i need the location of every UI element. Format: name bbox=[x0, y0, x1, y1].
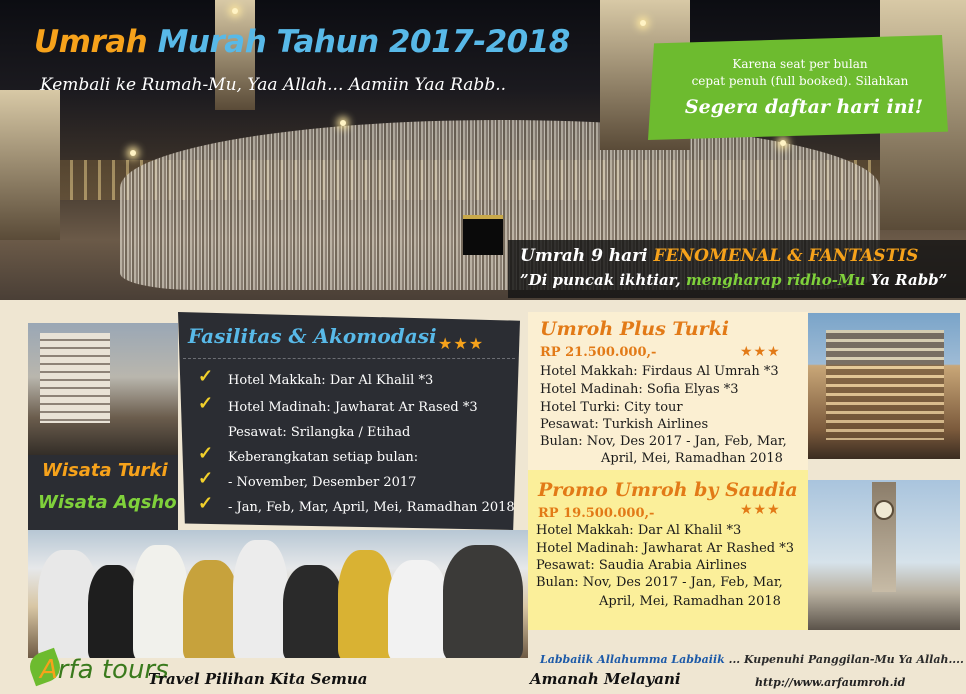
clock-tower bbox=[872, 482, 896, 592]
facilities-stars: ★★★ bbox=[438, 334, 485, 353]
package-turki-row: Hotel Madinah: Sofia Elyas *3 bbox=[540, 382, 739, 397]
wisata-turki: Wisata Turki bbox=[42, 460, 168, 481]
package-turki-row: Pesawat: Turkish Airlines bbox=[540, 417, 709, 432]
brand-motto: Amanah Melayani bbox=[530, 670, 681, 688]
package-turki-row: Hotel Makkah: Firdaus Al Umrah *3 bbox=[540, 364, 779, 379]
talbiyah-main: Labbaiik Allahumma Labbaiik bbox=[540, 653, 725, 666]
package-saudia-row: Bulan: Nov, Des 2017 - Jan, Feb, Mar, bbox=[536, 575, 783, 590]
package-saudia-row: Hotel Madinah: Jawharat Ar Rashed *3 bbox=[536, 541, 794, 556]
title-rest: Murah Tahun 2017-2018 bbox=[157, 24, 570, 60]
package-saudia-stars: ★★★ bbox=[740, 502, 781, 518]
package-turki-row: Hotel Turki: City tour bbox=[540, 400, 683, 415]
brand-tagline: Travel Pilihan Kita Semua bbox=[148, 670, 368, 688]
light bbox=[640, 20, 646, 26]
divider bbox=[183, 358, 515, 359]
light bbox=[232, 8, 238, 14]
package-turki-stars: ★★★ bbox=[740, 344, 781, 360]
light bbox=[130, 150, 136, 156]
package-saudia-row: April, Mei, Ramadhan 2018 bbox=[599, 594, 781, 609]
facilities-title: Fasilitas & Akomodasi bbox=[188, 324, 437, 348]
check-icon: ✓ bbox=[198, 443, 214, 464]
notice-line-1: Karena seat per bulan bbox=[732, 57, 868, 71]
package-saudia-row: Hotel Makkah: Dar Al Khalil *3 bbox=[536, 523, 742, 538]
check-icon: ✓ bbox=[198, 393, 214, 414]
package-saudia-row: Pesawat: Saudia Arabia Airlines bbox=[536, 558, 747, 573]
facility-row: Keberangkatan setiap bulan: bbox=[228, 450, 419, 465]
title-umrah: Umrah bbox=[34, 24, 148, 60]
promo-banner-line-2 bbox=[520, 271, 947, 289]
facility-row: Pesawat: Srilangka / Etihad bbox=[228, 425, 411, 440]
promo-quote-c: Ya Rabb” bbox=[865, 271, 948, 289]
check-icon: ✓ bbox=[198, 493, 214, 514]
package-turki-title: Umroh Plus Turki bbox=[540, 318, 730, 340]
page-title bbox=[34, 24, 570, 60]
promo-banner-line-1 bbox=[520, 246, 918, 266]
website-link[interactable]: http://www.arfaumroh.id bbox=[755, 676, 906, 689]
pilgrim-group-photo bbox=[28, 530, 528, 658]
wisata-aqsho: Wisata Aqsho bbox=[38, 492, 177, 513]
facility-row: - Jan, Feb, Mar, April, Mei, Ramadhan 2018 bbox=[228, 500, 515, 515]
package-turki-row: April, Mei, Ramadhan 2018 bbox=[601, 451, 783, 466]
talbiyah-rest: ... Kupenuhi Panggilan-Mu Ya Allah.... bbox=[724, 653, 964, 666]
package-turki-row: Bulan: Nov, Des 2017 - Jan, Feb, Mar, bbox=[540, 434, 787, 449]
talbiyah-text bbox=[540, 653, 964, 666]
package-saudia-price: RP 19.500.000,- bbox=[538, 506, 655, 521]
notice-cta: Segera daftar hari ini! bbox=[684, 96, 924, 118]
hotel-windows bbox=[826, 330, 944, 440]
promo-highlight: FENOMENAL & FANTASTIS bbox=[653, 246, 919, 266]
logo-initial: A bbox=[40, 655, 58, 685]
facility-row: - November, Desember 2017 bbox=[228, 475, 417, 490]
light bbox=[780, 140, 786, 146]
check-icon: ✓ bbox=[198, 366, 214, 387]
hotel-building-left bbox=[0, 90, 60, 240]
facility-row: Hotel Madinah: Jawharat Ar Rased *3 bbox=[228, 400, 478, 415]
promo-quote-a: ”Di puncak ikhtiar, bbox=[520, 271, 686, 289]
promo-prefix: Umrah 9 hari bbox=[520, 246, 654, 266]
clock-icon bbox=[874, 500, 894, 520]
promo-quote-b: mengharap ridho-Mu bbox=[685, 271, 866, 289]
logo-name: rfa tours bbox=[57, 655, 169, 685]
page-subtitle: Kembali ke Rumah-Mu, Yaa Allah... Aamiin Yaa Rabb.. bbox=[40, 75, 507, 95]
hotel-building-facade bbox=[40, 333, 110, 423]
package-saudia-title: Promo Umroh by Saudia bbox=[538, 479, 798, 501]
check-icon: ✓ bbox=[198, 468, 214, 489]
light bbox=[340, 120, 346, 126]
notice-line-2: cepat penuh (full booked). Silahkan bbox=[691, 74, 909, 88]
kaaba bbox=[463, 215, 503, 255]
facility-row: Hotel Makkah: Dar Al Khalil *3 bbox=[228, 373, 434, 388]
notice-text bbox=[680, 56, 920, 90]
package-turki-price: RP 21.500.000,- bbox=[540, 345, 657, 360]
